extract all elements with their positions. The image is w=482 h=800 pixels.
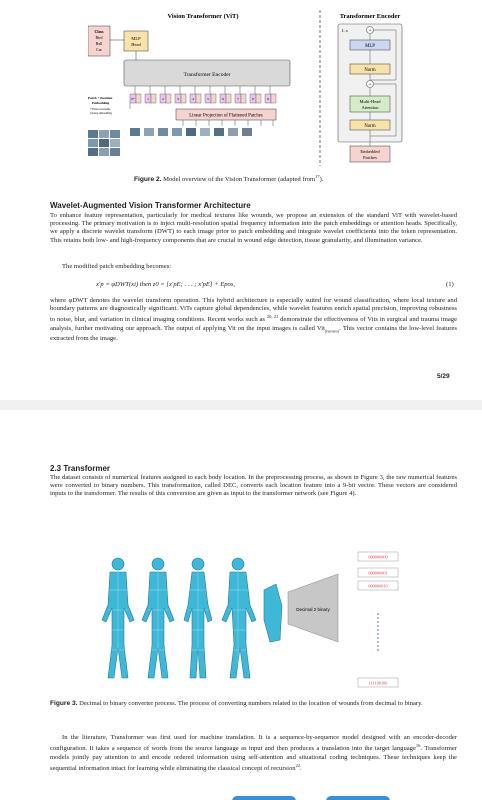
token-4: 4 xyxy=(192,97,194,101)
paragraph-wavelet-3 xyxy=(50,297,457,344)
embedded-patches-1: Embedded xyxy=(360,149,380,154)
extra-label-2: [class] embedding xyxy=(90,111,112,115)
figure-3-caption xyxy=(50,700,457,709)
extra-label-1: * Extra learnable xyxy=(90,107,111,111)
binary-value-3: 111100100 xyxy=(368,680,388,686)
paragraph-transformer-2 xyxy=(50,734,457,773)
embedded-patches-2: Patches xyxy=(363,155,377,160)
encoder-norm-1: Norm xyxy=(364,68,376,73)
ref-20-21: 20, 21 xyxy=(266,314,279,320)
token-8: 8 xyxy=(252,97,254,101)
linear-projection: Linear Projection of Flattened Patches xyxy=(189,113,263,119)
token-9: 9 xyxy=(267,97,269,101)
pdf-page-6 xyxy=(0,410,482,800)
section-title-wavelet: Wavelet-Augmented Vision Transformer Architecture xyxy=(50,201,251,210)
mlp-head-1: MLP xyxy=(131,36,141,41)
image-patches xyxy=(88,128,252,156)
encoder-mha-2: Attention xyxy=(361,105,379,110)
token-5: 5 xyxy=(207,97,209,101)
paragraph-wavelet-3b: demonstrate the effectiveness of Vits in surgical and trauma image analysis, further motivating our approach. The output of applying Vit on the input images is called Vit xyxy=(50,316,458,332)
plus-1: + xyxy=(368,28,372,34)
paragraph-wavelet-3c: . This vector contains the low-level features extracted from the image. xyxy=(50,324,457,343)
encoder-mlp: MLP xyxy=(365,44,375,49)
ref-16: 16 xyxy=(415,743,421,749)
token-6: 6 xyxy=(222,97,224,101)
transformer-encoder-bar: Transformer Encoder xyxy=(183,72,231,78)
vit-features-sub: features xyxy=(324,328,340,334)
body-figures xyxy=(102,558,282,678)
encoder-norm-2: Norm xyxy=(364,124,376,129)
vit-title: Vision Transformer (ViT) xyxy=(167,13,239,20)
converter-label: Decimal 2 binary xyxy=(296,607,330,612)
paragraph-transformer-1: The dataset consists of numerical features assigned to each body location. In the preprocessing process, as shown in Figure 3, the raw numerical features were converted to binary numbers. This transformation, called DEC, converts each location feature into a 9-bit vector. These vectors are considered inputs to the transformer. The results of this conversion are given as input to the transformer network (see Figure 4). xyxy=(50,474,457,498)
patch-label-2: Embedding xyxy=(92,101,110,105)
token-0: 0* xyxy=(131,97,135,101)
figure-3-decimal-to-binary xyxy=(100,550,410,690)
section-title-transformer: 2.3 Transformer xyxy=(50,464,111,473)
paragraph-wavelet-2: The modified patch embedding becomes: xyxy=(62,263,172,270)
encoder-title: Transformer Encoder xyxy=(339,13,401,20)
plus-2: + xyxy=(368,82,372,88)
figure-2-label: Figure 2. xyxy=(134,176,162,184)
binary-value-0: 000000000 xyxy=(368,554,388,560)
paragraph-wavelet-1: To enhance feature representation, particularly for medical textures like wounds, we propose an extension of the standard ViT with wavelet-based processing. The primary motivation is to inject multi-resolution spatial frequency information into the patch embeddings or attention heads. Specifically, we apply a discrete wavelet transform (DWT) to each image prior to patch embedding and integrate wavelet coefficients into the token representation. This retains both low- and high-frequency components that are crucial in wound edge detection, tissue granularity, and illumination variance. xyxy=(50,212,457,244)
paragraph-transformer-2c: . xyxy=(300,764,302,772)
floating-button-left[interactable] xyxy=(232,796,296,800)
token-row xyxy=(130,94,276,103)
figure-3-caption-text: Decimal to binary converter process. The process of converting numbers related to the location of wounds from decimal to binary. xyxy=(77,700,423,707)
figure-2-caption-end: ). xyxy=(319,176,324,184)
token-7: 7 xyxy=(237,97,239,101)
patch-label-1: Patch + Position xyxy=(88,96,113,100)
paragraph-transformer-2a: In the literature, Transformer was first used for machine translation. It is a sequence-by-sequence model designed with an encoder-decoder configuration. It takes a sequence of words from the source language as input and then produces a translation into the target language xyxy=(50,734,457,753)
class-car: Car xyxy=(96,47,102,52)
figure-2-caption-text: Model overview of the Vision Transformer (adapted from xyxy=(161,176,316,184)
equation-1-number: (1) xyxy=(446,281,454,288)
token-2: 2 xyxy=(162,97,164,101)
class-bird: Bird xyxy=(95,35,103,40)
paragraph-transformer-2b: . Transformer models jointly pay attention to and encode ordered information using self-attention and situational coding techniques. These techniques keep the sequential information intact for learning while eliminating the classical concept of recursion xyxy=(50,745,457,772)
paragraph-wavelet-3a: where φDWT denotes the wavelet transform operation. This hybrid architecture is especially suited for wound classification, where local texture and boundary patterns are diagnostically significant. ViTs capture global dependencies, while wavelet features enrich spatial precision, improving robustness to noise, blur, and variation in clinical imaging conditions. Recent works such as xyxy=(50,297,457,324)
encoder-mha-1: Multi-Head xyxy=(359,99,381,104)
ref-22: 22 xyxy=(295,762,301,768)
figure-2-ref: 17 xyxy=(315,174,320,179)
binary-value-1: 000000001 xyxy=(368,570,388,576)
class-ball: Ball xyxy=(95,41,103,46)
mlp-head-2: Head xyxy=(131,42,141,47)
token-1: 1 xyxy=(147,97,149,101)
figure-3-label: Figure 3. xyxy=(50,700,78,707)
encoder-lx: L x xyxy=(342,28,348,33)
figure-2-caption xyxy=(134,174,324,183)
figure-2-vit-diagram xyxy=(88,6,418,172)
page-number: 5/29 xyxy=(437,373,450,380)
floating-button-right[interactable] xyxy=(326,796,390,800)
class-label: Class xyxy=(94,29,104,34)
binary-value-2: 000000010 xyxy=(368,583,388,589)
equation-1: x′p = φDWT(xi) then z0 = [x′pE; . . . ; x′pE] + Epos, xyxy=(96,281,236,288)
token-3: 3 xyxy=(177,97,179,101)
ellipsis-dots xyxy=(377,613,379,651)
